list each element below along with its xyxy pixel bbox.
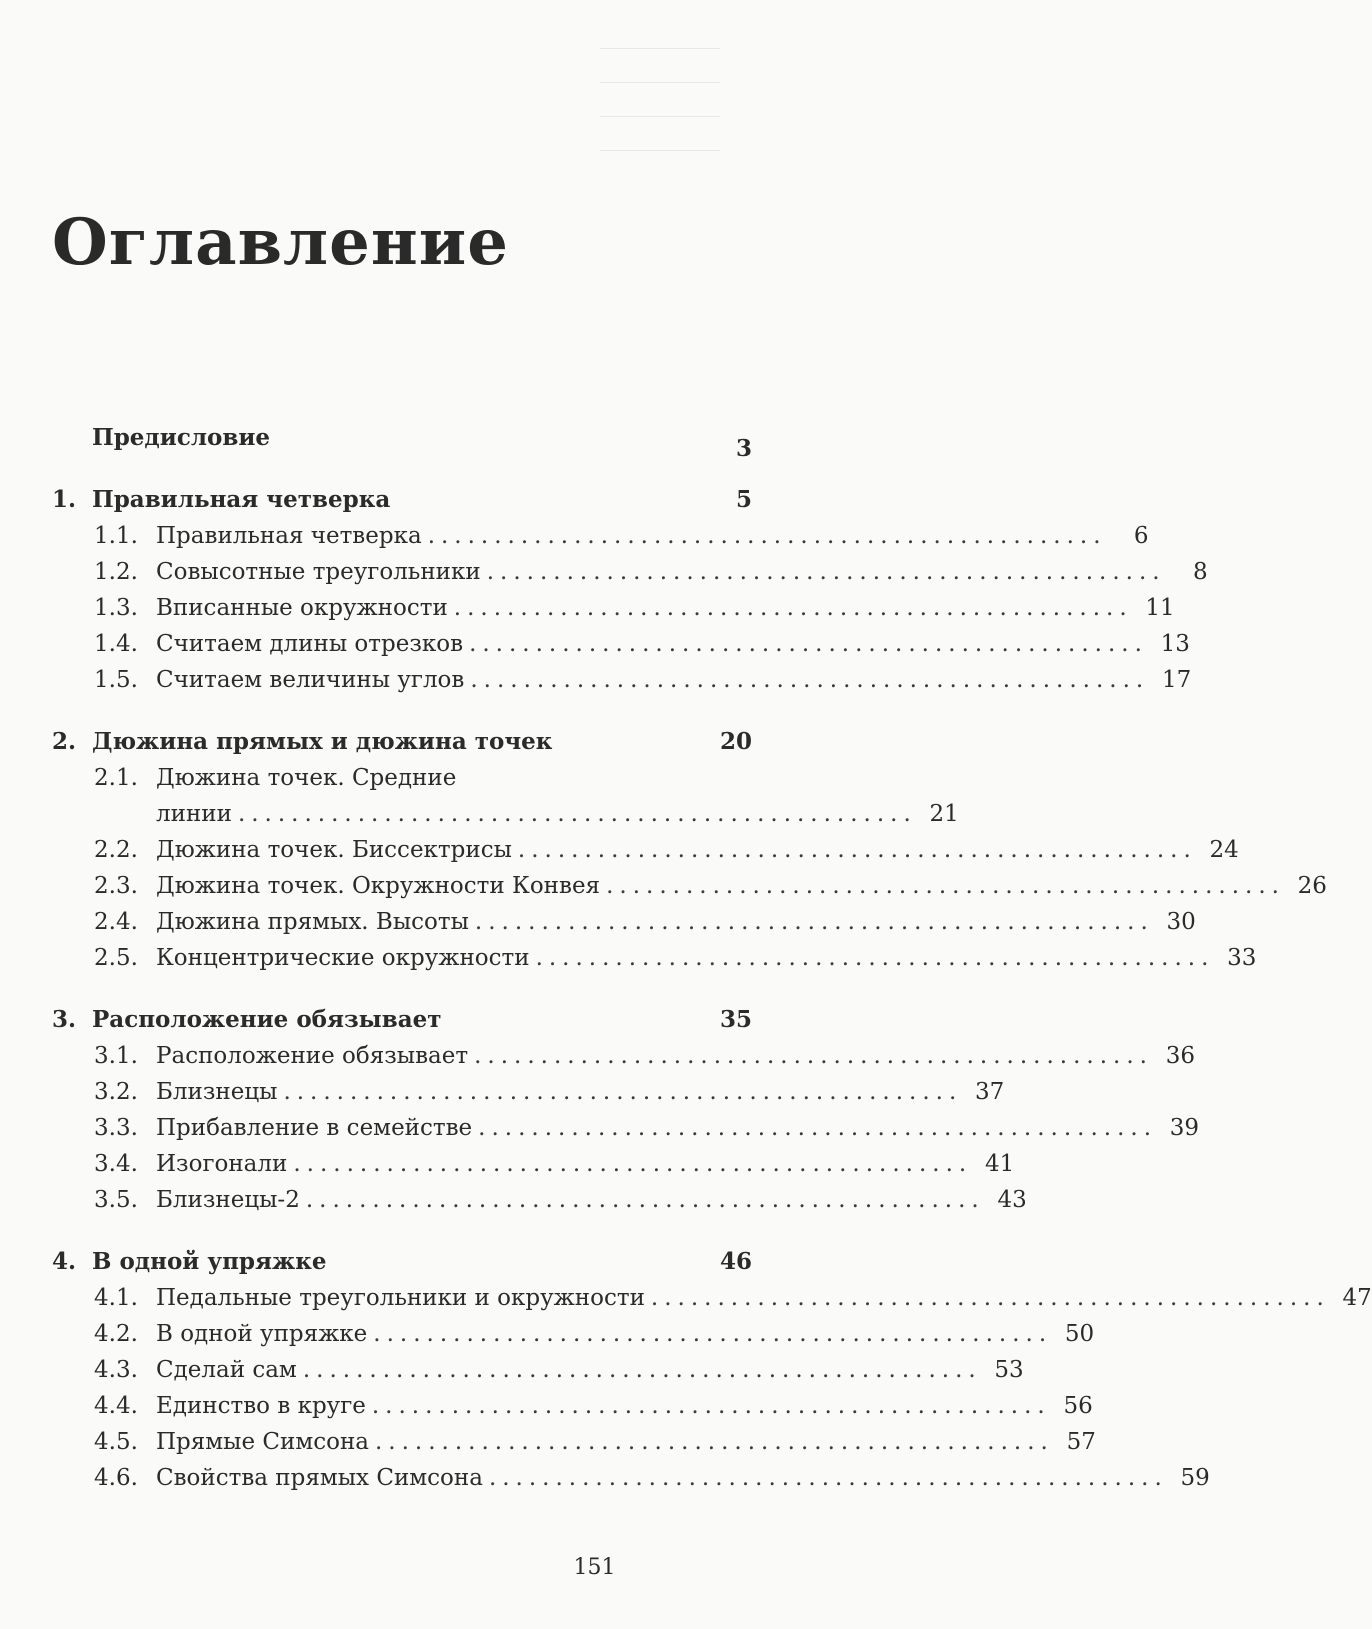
chapter-title: Правильная четверка [92,486,391,513]
leader-dots: ................................................... [474,909,1154,935]
toc-section[interactable] [52,1280,1372,1316]
section-title: Дюжина точек. Биссектрисы [156,837,512,863]
chapter-page: 5 [735,486,752,513]
leader-dots: ................................................... [517,837,1197,863]
toc-section[interactable] [52,1038,1195,1074]
section-number: 2.3. [94,873,138,899]
chapter-page: 3 [735,435,752,462]
chapter-number: 3. [52,1006,77,1033]
toc-section[interactable] [52,590,1175,626]
section-title: Изогонали [156,1151,288,1177]
leader-dots: ................................................... [474,1043,1153,1069]
section-title: Концентрические окружности [156,945,530,971]
leader-dots: ................................................... [470,667,1150,693]
section-page: 13 [1160,631,1190,657]
section-number: 4.6. [94,1465,138,1491]
leader-dots: ................................................... [427,523,1107,549]
bleed-through-line [600,116,720,117]
toc-section[interactable] [52,1074,1005,1110]
section-page: 50 [1064,1321,1095,1347]
section-page: 17 [1161,667,1192,693]
leader-dots: ................................................... [283,1079,963,1105]
section-title: Педальные треугольники и окружности [156,1285,645,1311]
chapter-number: 2. [52,728,77,755]
chapter-page: 46 [719,1248,752,1275]
toc-section[interactable] [52,1424,1096,1460]
toc-section[interactable] [52,1352,1024,1388]
chapter-title: В одной упряжке [92,1248,327,1275]
toc-section[interactable] [52,1316,1095,1352]
toc-preface[interactable] [52,420,752,462]
section-page: 56 [1063,1393,1093,1419]
toc-section[interactable] [52,904,1196,940]
section-page: 33 [1227,945,1257,971]
section-title: Правильная четверка [156,523,422,549]
toc-chapter[interactable] [52,1244,752,1280]
section-page: 11 [1145,595,1175,621]
chapter-number: 4. [52,1248,77,1275]
section-title-continued: линии [156,801,232,827]
section-page: 26 [1297,873,1327,899]
section-number: 4.5. [94,1429,138,1455]
section-number: 2.1. [94,765,138,791]
leader-dots: ................................................... [237,801,917,827]
toc-section[interactable] [52,1146,1015,1182]
section-page: 6 [1133,523,1149,549]
section-title: Близнецы [156,1079,278,1105]
section-title: Прямые Симсона [156,1429,369,1455]
chapter-title: Расположение обязывает [92,1006,442,1033]
leader-dots: ................................................... [486,559,1166,585]
leader-dots: ................................................... [453,595,1133,621]
chapter-title: Предисловие [92,424,271,451]
section-page: 59 [1180,1465,1210,1491]
toc-section[interactable] [52,940,1257,976]
section-number: 2.2. [94,837,138,863]
leader-dots: ................................................... [305,1187,985,1213]
toc-section[interactable] [52,1460,1210,1496]
toc-section[interactable] [52,868,1327,904]
section-title: Считаем величины углов [156,667,465,693]
section-title: Единство в круге [156,1393,366,1419]
toc-section[interactable] [52,662,1192,698]
section-number: 1.1. [94,523,138,549]
leader-dots: ................................................... [375,1429,1054,1455]
section-page: 39 [1169,1115,1200,1141]
section-number: 4.2. [94,1321,138,1347]
toc-section[interactable] [52,1182,1027,1218]
section-title: Дюжина прямых. Высоты [156,909,469,935]
section-title: В одной упряжке [156,1321,368,1347]
section-number: 3.1. [94,1043,138,1069]
leader-dots: ................................................... [293,1151,973,1177]
section-page: 53 [994,1357,1024,1383]
page-title: Оглавление [52,205,509,280]
chapter-page: 20 [719,728,752,755]
table-of-contents [52,420,1372,1496]
leader-dots: ................................................... [469,631,1148,657]
leader-dots: ................................................... [371,1393,1051,1419]
section-number: 3.3. [94,1115,138,1141]
toc-section[interactable] [52,518,1149,554]
section-number: 3.4. [94,1151,138,1177]
section-page: 8 [1192,559,1208,585]
toc-section[interactable] [52,626,1190,662]
section-page: 57 [1066,1429,1096,1455]
section-number: 3.5. [94,1187,138,1213]
section-title: Прибавление в семействе [156,1115,473,1141]
bleed-through-line [600,82,720,83]
section-page: 21 [929,801,959,827]
section-title: Близнецы-2 [156,1187,300,1213]
leader-dots: ................................................... [373,1321,1053,1347]
toc-section[interactable] [52,760,959,832]
bleed-through-line [600,150,720,151]
section-title: Вписанные окружности [156,595,448,621]
toc-chapter[interactable] [52,724,752,760]
section-page: 41 [984,1151,1015,1177]
section-page: 36 [1165,1043,1195,1069]
section-page: 37 [975,1079,1005,1105]
toc-section[interactable] [52,1110,1200,1146]
section-title: Совысотные треугольники [156,559,481,585]
section-title: Расположение обязывает [156,1043,469,1069]
section-number: 1.2. [94,559,138,585]
leader-dots: ................................................... [302,1357,982,1383]
section-title: Свойства прямых Симсона [156,1465,483,1491]
section-page: 30 [1166,909,1196,935]
section-number: 2.5. [94,945,138,971]
section-number: 1.4. [94,631,138,657]
section-title: Дюжина точек. Окружности Конвея [156,873,601,899]
section-number: 2.4. [94,909,138,935]
leader-dots: ................................................... [606,873,1285,899]
section-title: Считаем длины отрезков [156,631,464,657]
leader-dots: ................................................... [478,1115,1158,1141]
chapter-number: 1. [52,486,77,513]
section-number: 4.4. [94,1393,138,1419]
chapter-page: 35 [719,1006,752,1033]
leader-dots: ................................................... [488,1465,1168,1491]
leader-dots: ................................................... [535,945,1215,971]
toc-section[interactable] [52,1388,1093,1424]
toc-chapter[interactable] [52,1002,752,1038]
section-number: 3.2. [94,1079,138,1105]
toc-chapter[interactable] [52,482,752,518]
page-number: 151 [573,1555,616,1580]
chapter-number [52,420,92,456]
leader-dots: ................................................... [650,1285,1330,1311]
section-title: Дюжина точек. Средние [156,765,457,791]
section-number: 1.5. [94,667,138,693]
chapter-title: Дюжина прямых и дюжина точек [92,728,553,755]
section-number: 4.3. [94,1357,138,1383]
section-page: 24 [1209,837,1239,863]
toc-section[interactable] [52,832,1239,868]
section-page: 43 [997,1187,1027,1213]
bleed-through-line [600,48,720,49]
section-number: 1.3. [94,595,138,621]
section-number: 4.1. [94,1285,138,1311]
toc-section[interactable] [52,554,1208,590]
section-title: Сделай сам [156,1357,297,1383]
section-page: 47 [1342,1285,1372,1311]
